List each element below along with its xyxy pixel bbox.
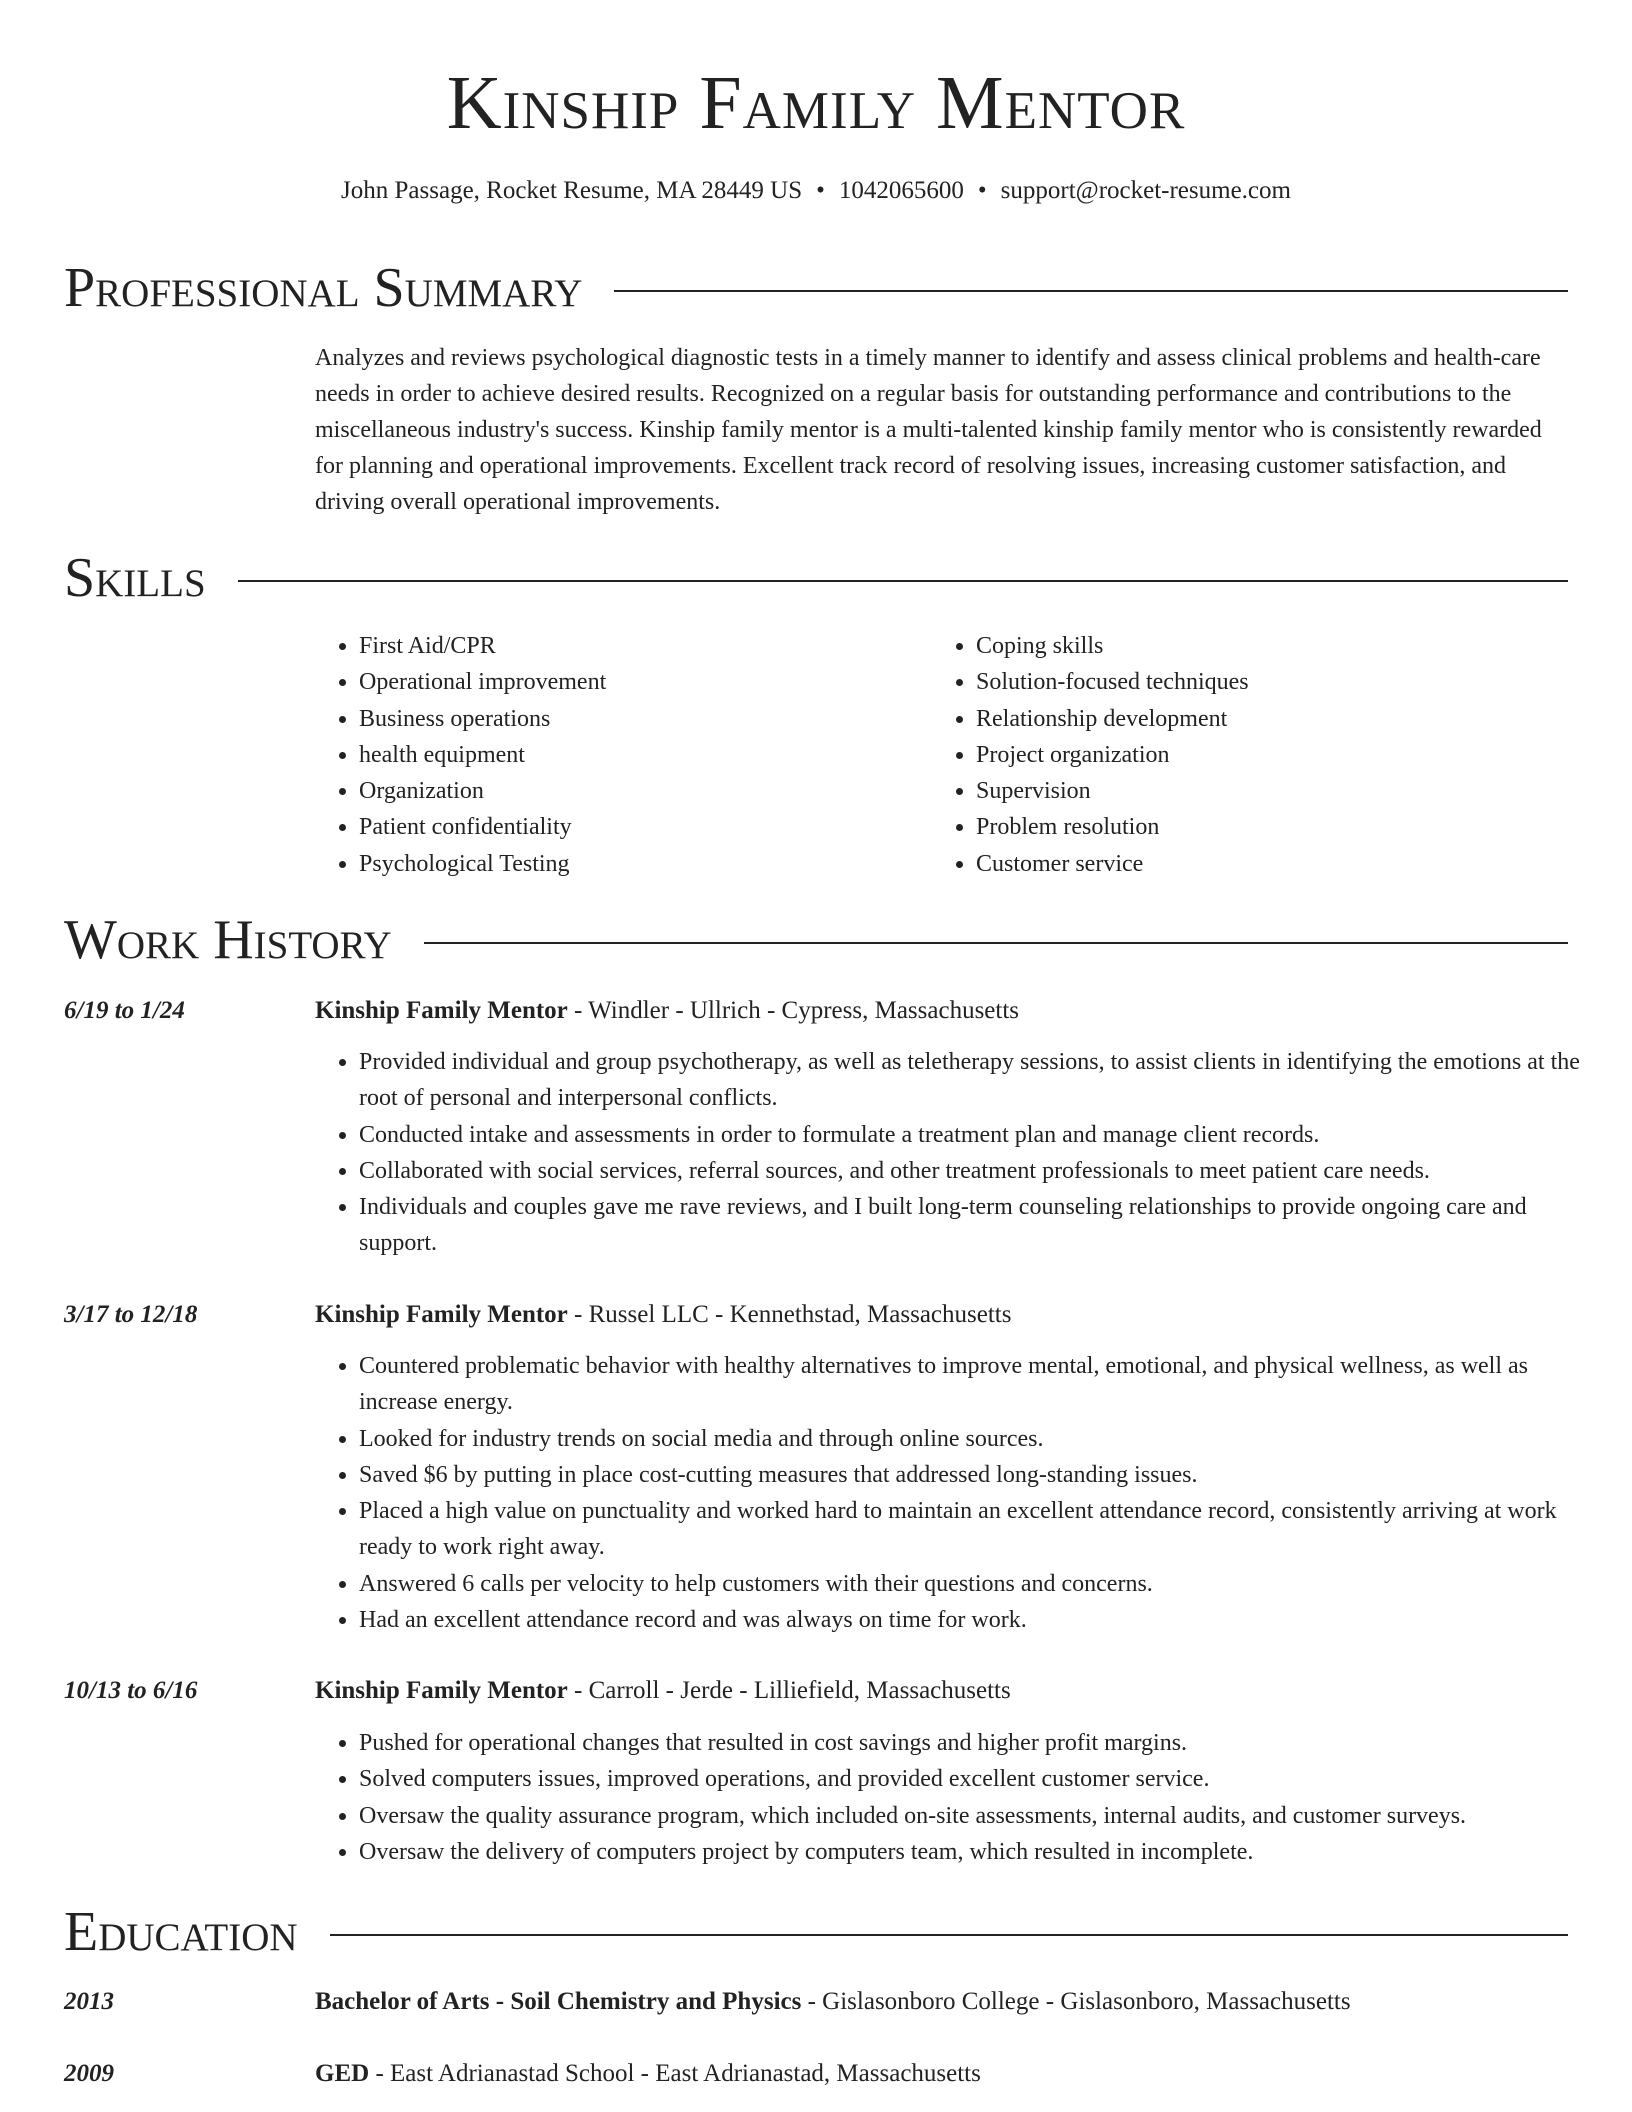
job-bullet: • Countered problematic behavior with healthy alternatives to improve mental, emotional, and physical wellness, as well as increase energy. [359,1348,1609,1421]
summary-section-header [64,256,1568,320]
job-employer: - Windler - Ullrich - Cypress, Massachusetts [567,997,1020,1024]
skill-item: • Customer service [976,846,1596,882]
skill-item: • Solution-focused techniques [976,664,1596,700]
skill-item: • Organization [359,773,919,809]
skill-item: • Operational improvement [359,664,919,700]
skills-section-header [64,546,1568,610]
skill-item: • Business operations [359,701,919,737]
job-dates: 3/17 to 12/18 [64,1301,198,1328]
section-divider [330,1934,1568,1936]
section-divider [424,942,1568,944]
job-bullet: • Pushed for operational changes that resulted in cost savings and higher profit margins. [359,1725,1609,1761]
contact-separator: • [977,177,987,204]
skill-item: • health equipment [359,737,919,773]
skill-item: • Project organization [976,737,1596,773]
education-school: - East Adrianastad School - East Adrianastad, Massachusetts [369,2060,981,2087]
education-year: 2013 [64,1988,114,2015]
contact-email: support@rocket-resume.com [1000,177,1291,204]
education-degree: GED [315,2060,370,2087]
skill-item: • Supervision [976,773,1596,809]
job-role: Kinship Family Mentor [315,1677,568,1704]
work-section-header [64,908,1568,972]
section-divider [614,290,1568,292]
job-title-line [315,1673,1011,1709]
job-bullets [315,1348,1609,1638]
job-role: Kinship Family Mentor [315,997,568,1024]
contact-line [0,174,1632,208]
education-year: 2009 [64,2060,114,2087]
education-degree: Bachelor of Arts - Soil Chemistry and Physics [315,1988,802,2015]
job-dates: 6/19 to 1/24 [64,997,185,1024]
skills-list-right [932,628,1596,882]
education-school: - Gislasonboro College - Gislasonboro, Massachusetts [801,1988,1351,2015]
job-bullet: • Looked for industry trends on social media and through online sources. [359,1421,1609,1457]
work-section-title: Work History [64,909,392,971]
education-section-header [64,1900,1568,1964]
skill-item: • Problem resolution [976,809,1596,845]
job-bullet: • Saved $6 by putting in place cost-cutting measures that addressed long-standing issues. [359,1457,1609,1493]
skill-item: • Patient confidentiality [359,809,919,845]
job-bullet: • Answered 6 calls per velocity to help customers with their questions and concerns. [359,1566,1609,1602]
job-bullet: • Collaborated with social services, referral sources, and other treatment professionals to meet patient care needs. [359,1153,1609,1189]
skill-item: • First Aid/CPR [359,628,919,664]
education-section-title: Education [64,1901,298,1963]
section-divider [238,580,1568,582]
job-bullet: • Placed a high value on punctuality and worked hard to maintain an excellent attendance record, consistently arriving at work ready to work right away. [359,1493,1609,1566]
job-employer: - Carroll - Jerde - Lilliefield, Massachusetts [567,1677,1011,1704]
contact-phone: 1042065600 [838,177,964,204]
education-line [315,1984,1351,2020]
job-bullet: • Oversaw the delivery of computers project by computers team, which resulted in incomplete. [359,1834,1609,1870]
skill-item: • Relationship development [976,701,1596,737]
skills-section-title: Skills [64,547,206,609]
skills-list-left [315,628,919,882]
job-bullet: • Solved computers issues, improved operations, and provided excellent customer service. [359,1761,1609,1797]
job-bullet: • Oversaw the quality assurance program, which included on-site assessments, internal audits, and customer surveys. [359,1798,1609,1834]
job-dates: 10/13 to 6/16 [64,1677,198,1704]
skill-item: • Coping skills [976,628,1596,664]
job-bullet: • Had an excellent attendance record and was always on time for work. [359,1602,1609,1638]
job-bullets [315,1725,1609,1870]
job-bullet: • Provided individual and group psychotherapy, as well as teletherapy sessions, to assist clients in identifying the emotions at the root of personal and interpersonal conflicts. [359,1044,1609,1117]
job-bullet: • Conducted intake and assessments in order to formulate a treatment plan and manage client records. [359,1117,1609,1153]
job-role: Kinship Family Mentor [315,1301,568,1328]
job-bullet: • Individuals and couples gave me rave reviews, and I built long-term counseling relationships to provide ongoing care and support. [359,1189,1609,1262]
summary-text: Analyzes and reviews psychological diagnostic tests in a timely manner to identify and assess clinical problems and health-care needs in order to achieve desired results. Recognized on a regular basis for outstanding performance and contributions to the miscellaneous industry's success. Kinship family mentor is a multi-talented kinship family mentor who is consistently rewarded for planning and operational improvements. Excellent track record of resolving issues, increasing customer satisfaction, and driving overall operational improvements. [315,345,1542,515]
job-title-line [315,993,1019,1029]
contact-address: John Passage, Rocket Resume, MA 28449 US [341,177,803,204]
job-bullets [315,1044,1609,1262]
summary-section-title: Professional Summary [64,257,583,319]
skill-item: • Psychological Testing [359,846,919,882]
job-employer: - Russel LLC - Kennethstad, Massachusetts [567,1301,1012,1328]
education-line [315,2056,981,2092]
contact-separator: • [816,177,825,204]
job-title-line [315,1297,1011,1333]
candidate-name: Kinship Family Mentor [446,61,1186,145]
